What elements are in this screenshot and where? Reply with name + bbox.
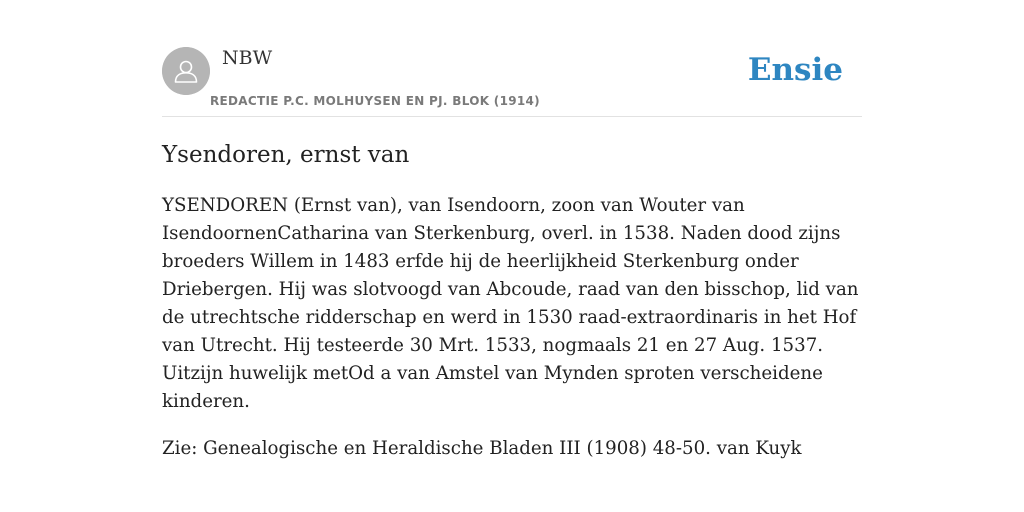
source-name: NBW [222,47,273,69]
article-paragraph: YSENDOREN (Ernst van), van Isendoorn, zoon van Wouter van IsendoornenCatharina van Sterkenburg, overl. in 1538. Naden dood zijns broeders Willem in 1483 erfde hij de heerlijkheid Sterkenburg onder Driebergen. Hij was slotvoogd van Abcoude, raad van den bisschop, lid van de utrechtsche ridderschap en werd in 1530 raad-extraordinaris in het Hof van Utrecht. Hij testeerde 30 Mrt. 1533, nogmaals 21 en 27 Aug. 1537. Uitzijn huwelijk metOd a van Amstel van Mynden sproten verscheidene kinderen. [162,195,859,412]
article-reference: Zie: Genealogische en Heraldische Bladen III (1908) 48-50. van Kuyk [162,438,802,459]
article-body [162,192,862,463]
user-placeholder-icon [162,47,210,95]
source-subtitle: REDACTIE P.C. MOLHUYSEN EN PJ. BLOK (1914) [210,94,540,108]
source-header [162,46,862,117]
ensie-logo-link[interactable]: Ensie [747,52,843,88]
page-title: Ysendoren, ernst van [162,142,410,168]
